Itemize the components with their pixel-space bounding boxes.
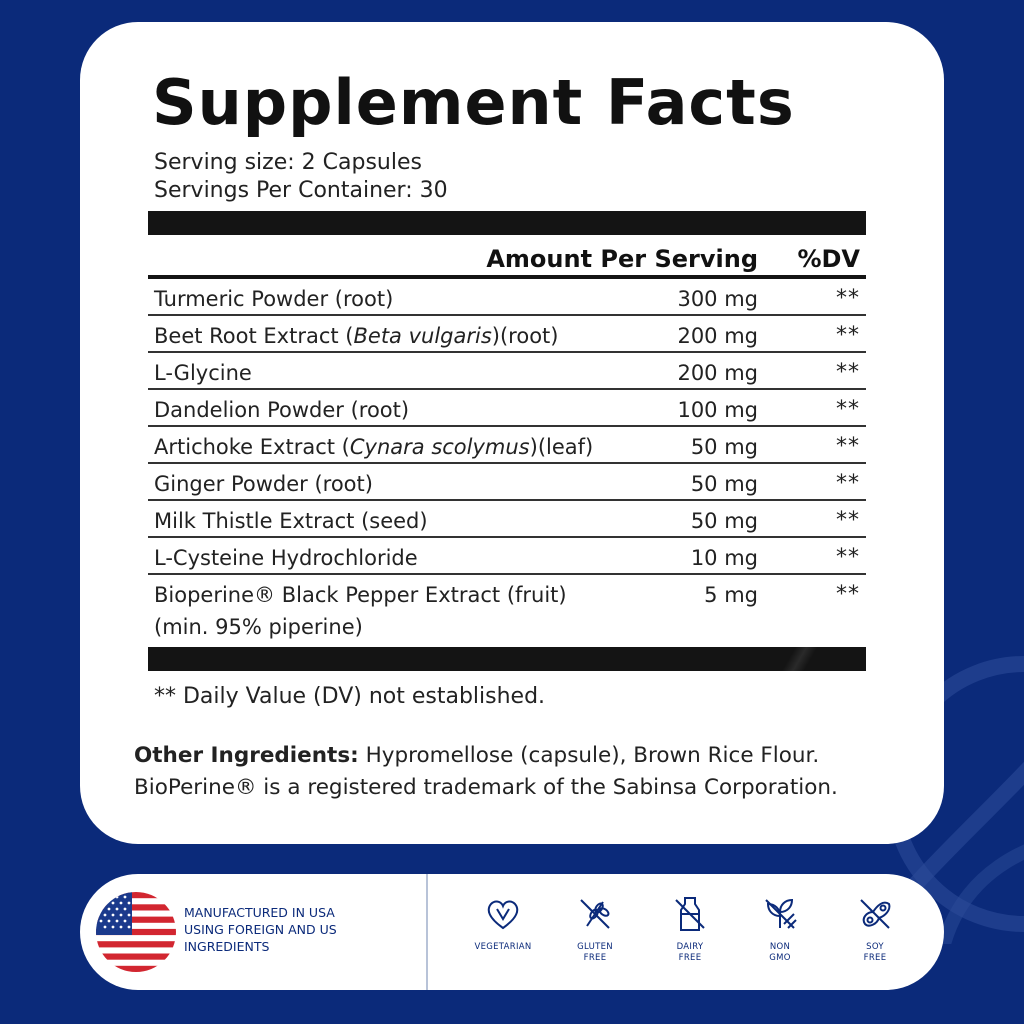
ingredient-dv: ** <box>836 434 860 459</box>
ingredient-name: Beet Root Extract (Beta vulgaris)(root) <box>154 324 559 348</box>
servings-per-container: Servings Per Container: 30 <box>154 178 448 203</box>
table-row <box>148 316 866 353</box>
other-ingredients-label: Other Ingredients: <box>134 743 359 768</box>
badge-strip <box>80 874 944 990</box>
ingredient-amount: 300 mg <box>677 287 758 311</box>
ingredient-dv: ** <box>836 582 860 607</box>
ingredient-dv: ** <box>836 397 860 422</box>
panel-title: Supplement Facts <box>152 66 795 139</box>
supplement-facts-panel <box>80 22 944 844</box>
table-row <box>148 575 866 648</box>
us-flag-icon <box>96 892 176 972</box>
ingredient-amount: 200 mg <box>677 361 758 385</box>
bottom-rule <box>148 647 866 671</box>
table-row <box>148 279 866 316</box>
ingredient-dv: ** <box>836 471 860 496</box>
ingredient-amount: 200 mg <box>677 324 758 348</box>
non-gmo-badge: NON GMO <box>735 894 825 964</box>
other-ingredients-text: Hypromellose (capsule), Brown Rice Flour. <box>358 743 820 768</box>
ingredient-amount: 50 mg <box>690 509 758 533</box>
serving-size: Serving size: 2 Capsules <box>154 150 422 175</box>
strip-divider <box>426 874 428 990</box>
ingredient-amount: 10 mg <box>690 546 758 570</box>
amount-header: Amount Per Serving <box>486 245 758 273</box>
ingredient-amount: 50 mg <box>690 472 758 496</box>
dv-footnote: ** Daily Value (DV) not established. <box>154 684 546 709</box>
no-milk-icon <box>670 894 710 934</box>
dv-header: %DV <box>797 245 860 273</box>
no-wheat-icon <box>575 894 615 934</box>
ingredient-name: L-Cysteine Hydrochloride <box>154 546 418 570</box>
ingredient-name: Ginger Powder (root) <box>154 472 373 496</box>
ingredient-amount: 5 mg <box>704 583 758 607</box>
ingredient-name: Dandelion Powder (root) <box>154 398 410 422</box>
ingredient-table <box>148 279 866 648</box>
table-header <box>148 235 866 279</box>
top-rule <box>148 211 866 235</box>
ingredient-name: L-Glycine <box>154 361 252 385</box>
table-row <box>148 538 866 575</box>
manufactured-in-usa-text: MANUFACTURED IN USA USING FOREIGN AND US INGREDIENTS <box>184 905 337 954</box>
ingredient-name: Turmeric Powder (root) <box>154 287 394 311</box>
ingredient-dv: ** <box>836 286 860 311</box>
ingredient-dv: ** <box>836 508 860 533</box>
ingredient-amount: 50 mg <box>690 435 758 459</box>
other-ingredients <box>134 740 924 804</box>
table-row <box>148 390 866 427</box>
table-row <box>148 464 866 501</box>
ingredient-name: Bioperine® Black Pepper Extract (fruit) (min. 95% piperine) <box>154 583 567 639</box>
serving-info <box>154 149 448 205</box>
table-row <box>148 427 866 464</box>
ingredient-amount: 100 mg <box>677 398 758 422</box>
table-row <box>148 353 866 390</box>
dairy-free-badge: DAIRY FREE <box>645 894 735 964</box>
gluten-free-badge: GLUTEN FREE <box>550 894 640 964</box>
vegetarian-badge: VEGETARIAN <box>458 894 548 953</box>
table-row <box>148 501 866 538</box>
no-soy-icon <box>855 894 895 934</box>
ingredient-dv: ** <box>836 323 860 348</box>
ingredient-name: Milk Thistle Extract (seed) <box>154 509 428 533</box>
ingredient-name: Artichoke Extract (Cynara scolymus)(leaf) <box>154 435 594 459</box>
ingredient-dv: ** <box>836 360 860 385</box>
no-gmo-icon <box>760 894 800 934</box>
soy-free-badge: SOY FREE <box>830 894 920 964</box>
heart-v-icon <box>483 894 523 934</box>
trademark-note: BioPerine® is a registered trademark of the Sabinsa Corporation. <box>134 775 838 800</box>
ingredient-dv: ** <box>836 545 860 570</box>
